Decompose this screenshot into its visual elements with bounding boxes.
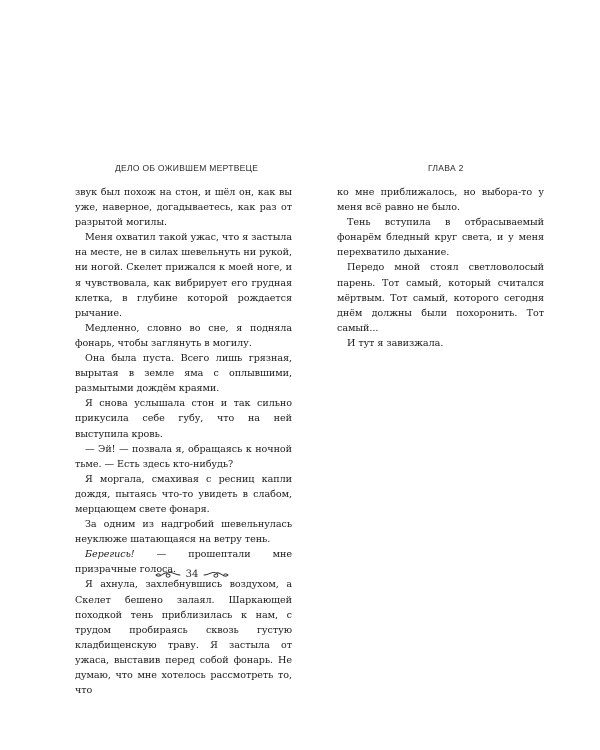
- page-number-ornament: [147, 569, 237, 580]
- paragraph: И тут я завизжала.: [347, 337, 444, 349]
- paragraph: — Эй! — позвала я, обращаясь к ночной тьме. — Есть здесь кто-нибудь?: [75, 443, 292, 470]
- flourish-right-icon: [203, 570, 229, 580]
- paragraph: Меня охватил такой ужас, что я застыла на месте, не в силах шевельнуть ни рукой, ни ногой. Скелет прижался к моей ноге, и я чувствовала, как вибрирует его грудная клетка, в глубине которой рождается рычание.: [75, 232, 292, 319]
- flourish-left-icon: [155, 570, 181, 580]
- paragraph: За одним из надгробий шевельнулась неуклюже шатающаяся на ветру тень.: [75, 519, 292, 546]
- page-number: 34: [185, 569, 199, 580]
- paragraph: Я ахнула, захлебнувшись воздухом, а Скелет бешено залаял. Шаркающей походкой тень приблизилась к нам, с трудом пробираясь сквозь густую кладбищенскую траву. Я застыла от ужаса, выставив перед собой фонарь. Не думаю, что мне хотелось рассмотреть то, что: [75, 579, 292, 697]
- whisper-rest: — прошептали мне призрачные голоса.: [75, 549, 292, 576]
- whisper-italic: Берегись!: [85, 549, 135, 561]
- paragraph: ко мне приближалось, но выбора-то у меня всё равно не было.: [337, 187, 544, 214]
- right-page-text: [337, 185, 544, 351]
- left-page-text: [75, 185, 292, 698]
- paragraph: звук был похож на стон, и шёл он, как вы уже, наверное, догадываетесь, как раз от разрытой могилы.: [75, 187, 292, 229]
- paragraph: Тень вступила в отбрасываемый фонарём бледный круг света, и у меня перехватило дыхание.: [337, 217, 544, 259]
- running-head-left: ДЕЛО ОБ ОЖИВШЕМ МЕРТВЕЦЕ: [115, 163, 259, 173]
- paragraph: Она была пуста. Всего лишь грязная, вырытая в земле яма с оплывшими, размытыми дождём краями.: [75, 353, 292, 395]
- paragraph: Медленно, словно во сне, я подняла фонарь, чтобы заглянуть в могилу.: [75, 322, 292, 349]
- paragraph: Я снова услышала стон и так сильно прикусила себе губу, что на ней выступила кровь.: [75, 398, 292, 440]
- paragraph: Я моргала, смахивая с ресниц капли дождя, пытаясь что-то увидеть в слабом, мерцающем свете фонаря.: [75, 473, 292, 515]
- paragraph: Передо мной стоял светловолосый парень. Тот самый, который считался мёртвым. Тот самый, которого сегодня днём должны были похоронить. Тот самый...: [337, 262, 544, 334]
- running-head-right: ГЛАВА 2: [428, 163, 464, 173]
